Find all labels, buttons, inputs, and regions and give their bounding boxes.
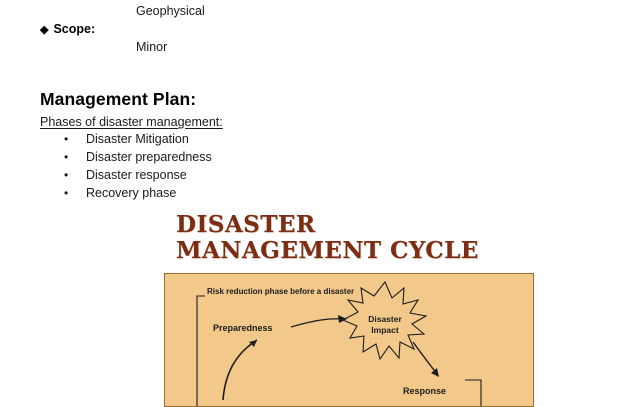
- list-item-label: Disaster Mitigation: [86, 132, 189, 146]
- phases-subheading: Phases of disaster management:: [40, 115, 223, 129]
- top-fragment-text: Geophysical: [136, 4, 205, 18]
- figure-label-response: Response: [403, 386, 447, 396]
- list-item-label: Disaster preparedness: [86, 150, 212, 164]
- list-item: [64, 166, 212, 184]
- bullet-icon: •: [64, 168, 69, 182]
- figure-label-disaster-impact: Disaster Impact: [368, 314, 402, 335]
- scope-value: Minor: [136, 40, 168, 54]
- bullet-icon: •: [64, 150, 69, 164]
- bullet-icon: •: [64, 186, 69, 200]
- list-item-label: Recovery phase: [86, 186, 177, 200]
- list-item-label: Disaster response: [86, 168, 187, 182]
- list-item: [64, 148, 212, 166]
- bullet-icon: •: [64, 132, 69, 146]
- figure-label-preparedness: Preparedness: [213, 323, 273, 333]
- diamond-bullet-icon: ◆: [40, 24, 49, 36]
- disaster-management-cycle-figure: [164, 273, 534, 407]
- scope-label: Scope:: [53, 22, 96, 36]
- figure-label-risk-reduction: Risk reduction phase before a disaster: [207, 287, 355, 296]
- management-plan-heading: Management Plan:: [40, 89, 197, 109]
- list-item: [64, 184, 212, 202]
- list-item: [64, 130, 212, 148]
- phases-list: [64, 130, 212, 202]
- scope-row: [40, 22, 95, 36]
- figure-title: DISASTER MANAGEMENT CYCLE: [176, 211, 479, 264]
